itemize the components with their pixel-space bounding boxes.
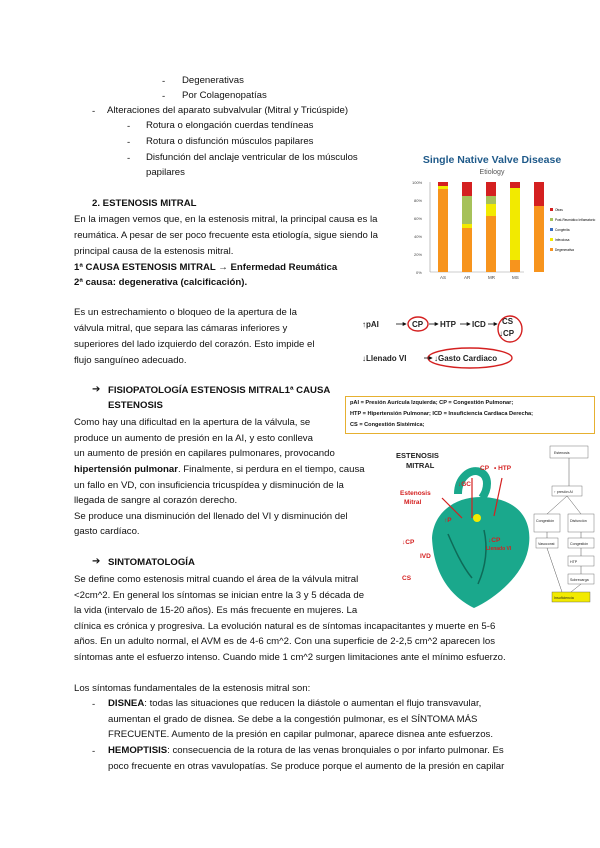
chart-legend	[550, 208, 595, 252]
bar-segment	[486, 182, 496, 196]
paragraph-line: FRECUENTE. Aumento de la presión en capilar pulmonar, aparece disnea ante esfuerzos.	[108, 729, 494, 740]
flow-node: ↓Llenado VI	[362, 354, 407, 363]
svg-text:MS: MS	[512, 275, 519, 280]
paragraph-line: válvula mitral, que separa las cámaras inferiores y	[74, 323, 288, 334]
legend-label: Post-Reumático Inflamatorio	[555, 218, 596, 222]
bar-segment	[510, 188, 520, 260]
arrow-bullet-icon: ➔	[92, 556, 101, 567]
paragraph-line: En la imagen vemos que, en la estenosis mitral, la principal causa es la	[74, 214, 378, 225]
legend-line: HTP = Hipertensión Pulmonar; ICD = Insuficiencia Cardiaca Derecha;	[350, 411, 533, 417]
heart-label: CS	[402, 575, 412, 582]
bar-segment	[462, 228, 472, 272]
svg-text:AS: AS	[440, 275, 447, 280]
svg-text:60%: 60%	[414, 216, 423, 221]
paragraph-line: años. En un adulto normal, el AVM es de 4-6 cm^2. Con una superficie de 2-2,5 cm^2 aparecen los	[74, 636, 496, 647]
bullet-dash: -	[92, 699, 96, 710]
section-heading: 2. ESTENOSIS MITRAL	[92, 198, 197, 209]
chart-subtitle: Etiology	[479, 169, 505, 176]
svg-text:0%: 0%	[416, 270, 422, 275]
svg-text:80%: 80%	[414, 198, 423, 203]
legend-swatch	[550, 238, 553, 241]
legend-line: CS = Congestión Sistémica;	[350, 422, 425, 428]
bar-segment	[534, 206, 544, 272]
heart-illustration	[362, 438, 600, 610]
paragraph-line: poco frecuente en otras vavulopatías. Se produce porque el aumento de la presión en capilar	[108, 761, 505, 772]
legend-swatch	[550, 228, 553, 231]
heart-label: ↓GC	[458, 481, 471, 488]
paragraph-line: superiores del lado izquierdo del corazón. Esto impide el	[74, 339, 315, 350]
bold-term: HEMOPTISIS	[108, 745, 168, 756]
svg-text:AR: AR	[464, 275, 471, 280]
bar-segment	[534, 182, 544, 206]
flow-node: ICD	[472, 320, 486, 329]
bar-segment	[462, 196, 472, 224]
paragraph-line: la vida (intervalo de 15-20 años). Es más frecuente en mujeres. La	[74, 605, 358, 616]
heart-shape	[432, 497, 529, 608]
heart-title: ESTENOSIS	[396, 451, 439, 460]
bullet-dash: -	[127, 121, 131, 132]
paragraph-line: llegada de sangre al corazón derecho.	[74, 495, 238, 506]
flow-node: ↑pAI	[362, 320, 379, 329]
bullet-dash: -	[92, 106, 96, 117]
flow-node: CS	[502, 317, 514, 326]
paragraph-line: Se produce una disminución del llenado del VI y disminución del	[74, 511, 348, 522]
flow-node: HTP	[440, 320, 456, 329]
bar-segment	[486, 216, 496, 272]
heart-label: ↑P	[444, 517, 452, 524]
mini-box-label: HTP	[570, 560, 578, 564]
text-run: : todas las situaciones que reducen la diástole o aumentan el flujo transvavular,	[144, 698, 482, 709]
heart-label: ↓CP	[488, 537, 501, 544]
svg-text:MR: MR	[488, 275, 495, 280]
mini-box-label: Insuficiencia	[554, 596, 574, 600]
cause-line: 1ª CAUSA ESTENOSIS MITRAL → Enfermedad Reumática	[74, 262, 338, 273]
mini-box-label: Sobrecarga	[570, 578, 589, 582]
heart-label: Llenado VI	[486, 546, 512, 552]
bar-segment	[462, 224, 472, 228]
mini-box-label: Vasoconst	[538, 542, 555, 546]
legend-label: Congénita	[555, 228, 570, 232]
paragraph-line: gasto cardíaco.	[74, 526, 140, 537]
paragraph-line: principal causa de la estenosis mitral.	[74, 246, 234, 257]
bullet-dash: -	[162, 91, 166, 102]
heart-label: Estenosis	[400, 490, 431, 497]
arrow-bullet-icon: ➔	[92, 384, 101, 395]
list-item: Alteraciones del aparato subvalvular (Mitral y Tricúspide)	[107, 105, 349, 116]
etiology-bar-chart	[400, 148, 596, 288]
mini-box	[534, 514, 560, 532]
list-item: Degenerativas	[182, 75, 244, 86]
text-run: . Finalmente, si perdura en el tiempo, causa	[177, 464, 365, 475]
bullet-dash: -	[162, 76, 166, 87]
flow-node: ↓Gasto Cardiaco	[434, 354, 498, 363]
svg-text:20%: 20%	[414, 252, 423, 257]
list-item: Rotura o elongación cuerdas tendíneas	[146, 120, 314, 131]
legend-swatch	[550, 218, 553, 221]
heart-label: IVD	[420, 553, 431, 560]
flow-diagram	[360, 305, 530, 375]
heart-label: • HTP	[494, 465, 512, 472]
paragraph-line: Se define como estenosis mitral cuando el área de la válvula mitral	[74, 574, 359, 585]
bar-segment	[462, 182, 472, 196]
paragraph-line: Como hay una dificultad en la apertura de la válvula, se	[74, 417, 311, 428]
section-heading: FISIOPATOLOGÍA ESTENOSIS MITRAL1ª CAUSA	[108, 385, 331, 396]
heart-label: Mitral	[404, 499, 422, 506]
flow-node: ↓CP	[499, 329, 515, 338]
flow-node: CP	[412, 320, 424, 329]
paragraph-line: flujo sanguíneo adecuado.	[74, 355, 187, 366]
list-item: Rotura o disfunción músculos papilares	[146, 136, 314, 147]
paragraph-line	[74, 463, 365, 476]
abbreviation-legend	[345, 396, 595, 434]
list-item: Disfunción del anclaje ventricular de los músculos	[146, 152, 358, 163]
text-run: : consecuencia de la rotura de las venas bronquiales o por infarto pulmonar. Es	[167, 745, 504, 756]
paragraph-line: <2cm^2. En general los síntomas se inician entre la 3 y 5 década de	[74, 590, 365, 601]
legend-label: Infecciosa	[555, 238, 570, 242]
bold-term: DISNEA	[108, 698, 145, 709]
legend-label: Degenerativa	[555, 248, 574, 252]
heart-label: ↓CP	[402, 539, 415, 546]
mini-box	[568, 514, 594, 532]
bar-segment	[510, 260, 520, 272]
list-item: Por Colagenopatías	[182, 90, 267, 101]
bullet-dash: -	[127, 153, 131, 164]
heart-label: CP	[480, 465, 490, 472]
bar-segment	[438, 182, 448, 186]
paragraph-line: reumática. A pesar de ser poco frecuente esta etiología, sigue siendo la	[74, 230, 378, 241]
paragraph-line: aumentan el grado de disnea. Se debe a la congestión pulmonar, es el SÍNTOMA MÁS	[108, 714, 478, 725]
paragraph-line: clínica es crónica y progresiva. La evolución natural es de síntomas incapacitantes y muerte en 5-6	[74, 621, 496, 632]
paragraph-line: síntomas ante el esfuerzo intenso. Cuando mide 1 cm^2 surgen limitaciones ante el mínimo esfuerzo.	[74, 652, 506, 663]
legend-line: pAI = Presión Aurícula Izquierda; CP = Congestión Pulmonar;	[350, 400, 514, 406]
section-heading-cont: ESTENOSIS	[108, 400, 163, 411]
section-heading: SINTOMATOLOGÍA	[108, 557, 195, 568]
paragraph-line: un aumento de presión en capilares pulmonares, provocando	[74, 448, 335, 459]
bar-segment	[486, 196, 496, 204]
mini-box-label: Congestión	[536, 519, 555, 523]
bullet-dash: -	[92, 746, 96, 757]
bar-segment	[438, 189, 448, 272]
paragraph-line: Los síntomas fundamentales de la estenosis mitral son:	[74, 683, 311, 694]
heart-title: MITRAL	[406, 461, 435, 470]
bold-term: hipertensión pulmonar	[74, 464, 178, 475]
bar-segment	[438, 186, 448, 189]
cause-line: 2ª causa: degenerativa (calcificación).	[74, 277, 248, 288]
bar-segment	[486, 204, 496, 216]
paragraph-line	[108, 697, 481, 710]
list-item-cont: papilares	[146, 167, 185, 178]
mini-box-label: ↑ presión AI	[554, 490, 573, 494]
chart-title: Single Native Valve Disease	[422, 154, 562, 166]
legend-swatch	[550, 248, 553, 251]
paragraph-line: un fallo en VD, con insuficiencia tricuspídea y disminución de la	[74, 480, 344, 491]
paragraph-line: produce un aumento de presión en la AI, y esto conlleva	[74, 433, 313, 444]
mini-box-label: Disfunción	[570, 519, 587, 523]
legend-label: Otras	[555, 208, 563, 212]
bullet-dash: -	[127, 137, 131, 148]
svg-text:100%: 100%	[412, 180, 423, 185]
bar-segment	[510, 182, 520, 188]
mini-box-label: Estenosis	[554, 451, 570, 455]
x-tick-labels	[440, 275, 519, 280]
legend-swatch	[550, 208, 553, 211]
y-tick-labels	[412, 180, 423, 275]
valve-marker	[473, 514, 481, 522]
paragraph-line	[108, 744, 504, 757]
svg-text:40%: 40%	[414, 234, 423, 239]
mini-box-label: Congestión	[570, 542, 589, 546]
paragraph-line: Es un estrechamiento o bloqueo de la apertura de la	[74, 307, 297, 318]
